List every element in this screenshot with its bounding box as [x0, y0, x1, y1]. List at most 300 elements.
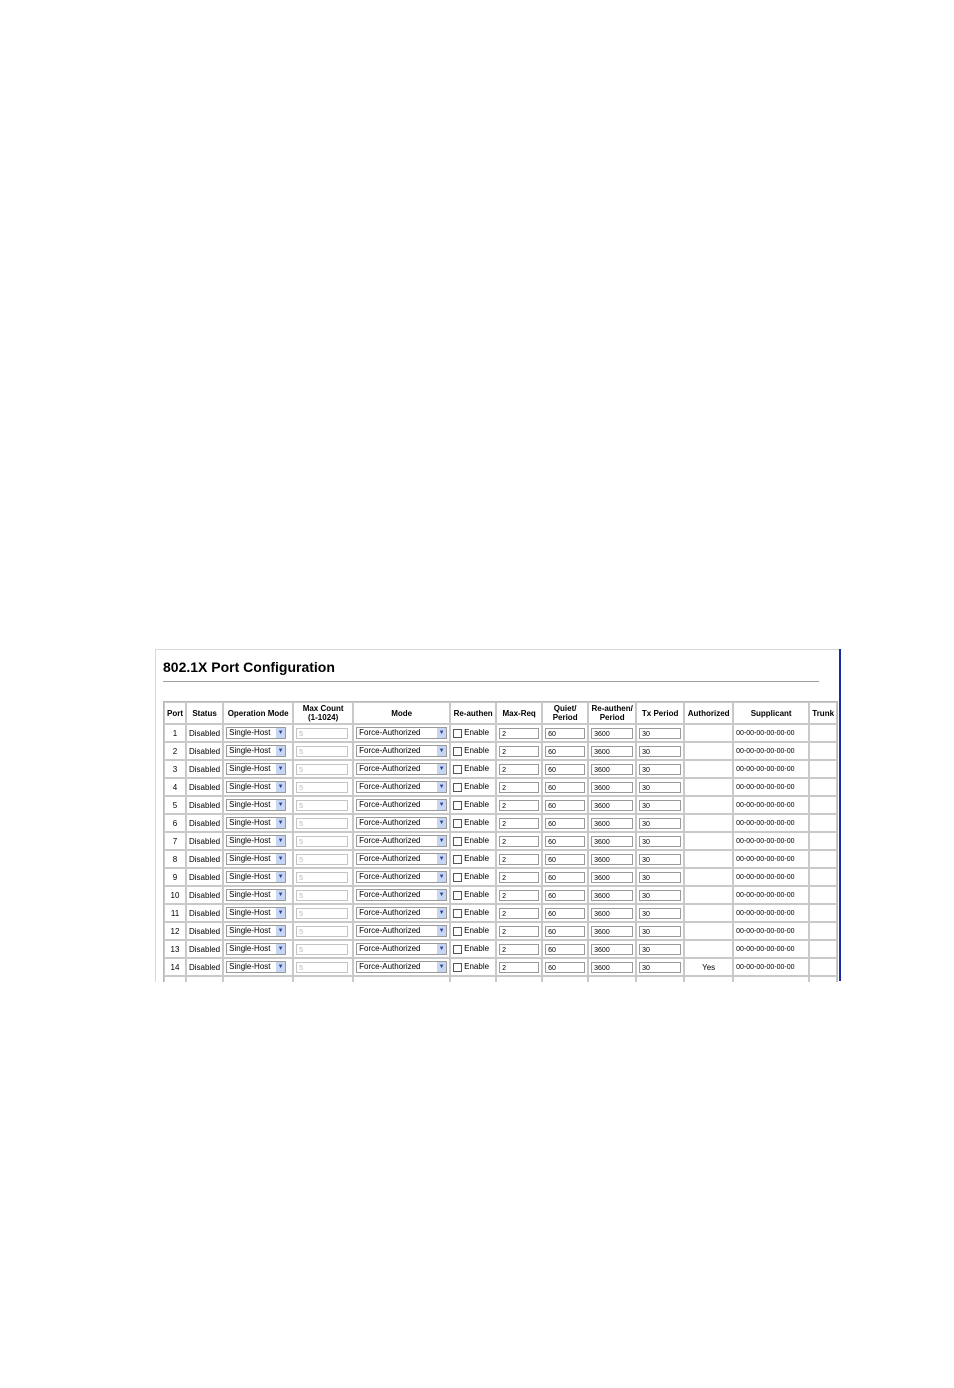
- mode-select[interactable]: [356, 853, 447, 865]
- chevron-down-icon: ▼: [438, 910, 445, 916]
- operation-mode-select[interactable]: [226, 853, 286, 865]
- port-status: Disabled: [186, 814, 223, 832]
- mode-select[interactable]: [356, 961, 447, 973]
- mode-select[interactable]: [356, 835, 447, 847]
- quiet-period-input[interactable]: 60: [545, 800, 585, 811]
- reauthen-period-cell: [588, 814, 636, 832]
- mode-value: Force-Authorized: [359, 764, 421, 773]
- operation-mode-value: Single-Host: [229, 764, 271, 773]
- quiet-period-input[interactable]: 60: [545, 854, 585, 865]
- reauthen-label: Enable: [464, 872, 490, 882]
- authorized-status: [684, 778, 733, 796]
- mode-select[interactable]: [356, 889, 447, 901]
- mode-cell: [353, 832, 450, 850]
- window-right-edge: [839, 649, 841, 981]
- max-count-cell: [293, 832, 353, 850]
- operation-mode-select[interactable]: [226, 925, 286, 937]
- tx-period-input[interactable]: 30: [639, 818, 681, 829]
- chevron-down-icon: ▼: [438, 820, 445, 826]
- trunk-status: [809, 904, 837, 922]
- operation-mode-value: Single-Host: [229, 890, 271, 899]
- mode-cell: [353, 760, 450, 778]
- table-row: [164, 904, 837, 922]
- tx-period-input[interactable]: 30: [639, 728, 681, 739]
- operation-mode-cell: [223, 760, 293, 778]
- reauthen-period-input[interactable]: 3600: [591, 854, 633, 865]
- tx-period-input[interactable]: 30: [639, 854, 681, 865]
- table-row: [164, 850, 837, 868]
- max-req-cell: [496, 814, 542, 832]
- mode-cell: [353, 796, 450, 814]
- trunk-status: [809, 778, 837, 796]
- max-req-cell: [496, 904, 542, 922]
- supplicant-mac: 00-00-00-00-00-00: [733, 850, 809, 868]
- mode-cell: [353, 940, 450, 958]
- operation-mode-select[interactable]: [226, 763, 286, 775]
- empty-cell: [636, 976, 684, 982]
- empty-cell: [223, 976, 293, 982]
- chevron-down-icon: ▼: [438, 946, 445, 952]
- tx-period-input[interactable]: 30: [639, 800, 681, 811]
- chevron-down-icon: ▼: [277, 892, 284, 898]
- max-req-input[interactable]: 2: [499, 764, 539, 775]
- mode-select[interactable]: [356, 763, 447, 775]
- quiet-period-input[interactable]: 60: [545, 908, 585, 919]
- chevron-down-icon: ▼: [438, 856, 445, 862]
- quiet-period-input[interactable]: 60: [545, 728, 585, 739]
- header-trunk: Trunk: [809, 702, 837, 724]
- port-number: 1: [164, 724, 186, 742]
- max-req-input[interactable]: 2: [499, 836, 539, 847]
- max-req-cell: [496, 832, 542, 850]
- reauthen-label: Enable: [464, 800, 490, 810]
- chevron-down-icon: ▼: [277, 838, 284, 844]
- max-count-input[interactable]: 5: [296, 836, 348, 847]
- chevron-down-icon: ▼: [438, 802, 445, 808]
- operation-mode-value: Single-Host: [229, 782, 271, 791]
- max-req-input[interactable]: 2: [499, 890, 539, 901]
- max-count-input[interactable]: 5: [296, 818, 348, 829]
- max-count-cell: [293, 850, 353, 868]
- chevron-down-icon: ▼: [438, 748, 445, 754]
- mode-select[interactable]: [356, 799, 447, 811]
- mode-select[interactable]: [356, 781, 447, 793]
- reauthen-checkbox[interactable]: [453, 801, 462, 810]
- operation-mode-select[interactable]: [226, 817, 286, 829]
- reauthen-period-input[interactable]: 3600: [591, 764, 633, 775]
- mode-select[interactable]: [356, 727, 447, 739]
- quiet-period-input[interactable]: 60: [545, 818, 585, 829]
- authorized-status: [684, 832, 733, 850]
- max-req-input[interactable]: 2: [499, 800, 539, 811]
- header-authorized: Authorized: [684, 702, 733, 724]
- max-count-input[interactable]: 5: [296, 872, 348, 883]
- reauthen-period-cell: [588, 940, 636, 958]
- chevron-down-icon: ▼: [277, 730, 284, 736]
- max-count-input[interactable]: 5: [296, 890, 348, 901]
- tx-period-input[interactable]: 30: [639, 962, 681, 973]
- mode-select[interactable]: [356, 925, 447, 937]
- tx-period-input[interactable]: 30: [639, 764, 681, 775]
- chevron-down-icon: ▼: [277, 748, 284, 754]
- operation-mode-select[interactable]: [226, 835, 286, 847]
- reauthen-label: Enable: [464, 944, 490, 954]
- port-number: 5: [164, 796, 186, 814]
- operation-mode-select[interactable]: [226, 745, 286, 757]
- reauthen-checkbox[interactable]: [453, 909, 462, 918]
- operation-mode-value: Single-Host: [229, 908, 271, 917]
- header-max-count-line1: Max Count: [302, 704, 344, 713]
- max-count-cell: [293, 886, 353, 904]
- reauthen-label: Enable: [464, 782, 490, 792]
- max-req-input[interactable]: 2: [499, 926, 539, 937]
- operation-mode-cell: [223, 778, 293, 796]
- reauthen-period-input[interactable]: 3600: [591, 926, 633, 937]
- operation-mode-cell: [223, 742, 293, 760]
- chevron-down-icon: ▼: [277, 910, 284, 916]
- header-quiet-line2: Period: [552, 713, 578, 722]
- operation-mode-cell: [223, 868, 293, 886]
- port-number: 11: [164, 904, 186, 922]
- quiet-period-input[interactable]: 60: [545, 962, 585, 973]
- max-count-input[interactable]: 5: [296, 926, 348, 937]
- max-req-input[interactable]: 2: [499, 746, 539, 757]
- reauthen-checkbox[interactable]: [453, 927, 462, 936]
- quiet-period-cell: [542, 814, 588, 832]
- mode-value: Force-Authorized: [359, 872, 421, 881]
- tx-period-cell: [636, 850, 684, 868]
- reauthen-period-input[interactable]: 3600: [591, 836, 633, 847]
- reauthen-cell: [450, 886, 496, 904]
- tx-period-cell: [636, 922, 684, 940]
- authorized-status: [684, 868, 733, 886]
- operation-mode-value: Single-Host: [229, 800, 271, 809]
- header-operation-mode: Operation Mode: [223, 702, 293, 724]
- chevron-down-icon: ▼: [438, 892, 445, 898]
- quiet-period-cell: [542, 760, 588, 778]
- port-number: 8: [164, 850, 186, 868]
- quiet-period-input[interactable]: 60: [545, 782, 585, 793]
- authorized-status: [684, 796, 733, 814]
- tx-period-input[interactable]: 30: [639, 944, 681, 955]
- reauthen-checkbox[interactable]: [453, 873, 462, 882]
- trunk-status: [809, 760, 837, 778]
- quiet-period-cell: [542, 958, 588, 976]
- max-req-input[interactable]: 2: [499, 818, 539, 829]
- reauthen-period-input[interactable]: 3600: [591, 962, 633, 973]
- reauthen-period-input[interactable]: 3600: [591, 890, 633, 901]
- trunk-status: [809, 724, 837, 742]
- header-quiet-period: [542, 702, 588, 724]
- quiet-period-cell: [542, 904, 588, 922]
- port-number: 6: [164, 814, 186, 832]
- max-req-input[interactable]: 2: [499, 782, 539, 793]
- tx-period-input[interactable]: 30: [639, 872, 681, 883]
- empty-cell: [293, 976, 353, 982]
- trunk-status: [809, 742, 837, 760]
- empty-cell: [164, 976, 186, 982]
- max-count-input[interactable]: 5: [296, 746, 348, 757]
- mode-cell: [353, 850, 450, 868]
- mode-select[interactable]: [356, 871, 447, 883]
- reauthen-period-cell: [588, 886, 636, 904]
- mode-value: Force-Authorized: [359, 746, 421, 755]
- mode-cell: [353, 742, 450, 760]
- port-status: Disabled: [186, 760, 223, 778]
- empty-cell: [542, 976, 588, 982]
- table-row: [164, 778, 837, 796]
- tx-period-input[interactable]: 30: [639, 782, 681, 793]
- trunk-status: [809, 814, 837, 832]
- quiet-period-input[interactable]: 60: [545, 836, 585, 847]
- operation-mode-cell: [223, 886, 293, 904]
- tx-period-input[interactable]: 30: [639, 890, 681, 901]
- max-req-cell: [496, 886, 542, 904]
- supplicant-mac: 00-00-00-00-00-00: [733, 940, 809, 958]
- supplicant-mac: 00-00-00-00-00-00: [733, 922, 809, 940]
- max-req-cell: [496, 922, 542, 940]
- operation-mode-value: Single-Host: [229, 926, 271, 935]
- mode-select[interactable]: [356, 745, 447, 757]
- page-title: 802.1X Port Configuration: [163, 659, 335, 675]
- max-req-input[interactable]: 2: [499, 944, 539, 955]
- operation-mode-cell: [223, 724, 293, 742]
- mode-value: Force-Authorized: [359, 854, 421, 863]
- quiet-period-input[interactable]: 60: [545, 746, 585, 757]
- empty-cell: [450, 976, 496, 982]
- chevron-down-icon: ▼: [277, 766, 284, 772]
- max-count-input[interactable]: 5: [296, 944, 348, 955]
- reauthen-checkbox[interactable]: [453, 855, 462, 864]
- authorized-status: Yes: [684, 958, 733, 976]
- mode-value: Force-Authorized: [359, 908, 421, 917]
- reauthen-period-input[interactable]: 3600: [591, 800, 633, 811]
- table-row: [164, 832, 837, 850]
- mode-select[interactable]: [356, 943, 447, 955]
- reauthen-checkbox[interactable]: [453, 837, 462, 846]
- operation-mode-select[interactable]: [226, 727, 286, 739]
- table-row: [164, 742, 837, 760]
- quiet-period-input[interactable]: 60: [545, 890, 585, 901]
- max-count-cell: [293, 940, 353, 958]
- max-count-cell: [293, 778, 353, 796]
- quiet-period-cell: [542, 940, 588, 958]
- port-status: Disabled: [186, 742, 223, 760]
- chevron-down-icon: ▼: [277, 928, 284, 934]
- reauthen-period-cell: [588, 832, 636, 850]
- mode-value: Force-Authorized: [359, 728, 421, 737]
- empty-cell: [733, 976, 809, 982]
- port-status: Disabled: [186, 868, 223, 886]
- quiet-period-cell: [542, 868, 588, 886]
- quiet-period-input[interactable]: 60: [545, 764, 585, 775]
- max-req-cell: [496, 796, 542, 814]
- max-count-cell: [293, 760, 353, 778]
- header-mode: Mode: [353, 702, 450, 724]
- operation-mode-select[interactable]: [226, 961, 286, 973]
- trunk-status: [809, 832, 837, 850]
- max-req-input[interactable]: 2: [499, 728, 539, 739]
- max-count-cell: [293, 922, 353, 940]
- operation-mode-select[interactable]: [226, 907, 286, 919]
- supplicant-mac: 00-00-00-00-00-00: [733, 778, 809, 796]
- operation-mode-select[interactable]: [226, 871, 286, 883]
- supplicant-mac: 00-00-00-00-00-00: [733, 796, 809, 814]
- trunk-status: [809, 850, 837, 868]
- quiet-period-input[interactable]: 60: [545, 944, 585, 955]
- operation-mode-select[interactable]: [226, 943, 286, 955]
- trunk-status: [809, 796, 837, 814]
- reauthen-period-input[interactable]: 3600: [591, 908, 633, 919]
- max-count-cell: [293, 868, 353, 886]
- max-req-cell: [496, 958, 542, 976]
- trunk-status: [809, 868, 837, 886]
- quiet-period-cell: [542, 922, 588, 940]
- operation-mode-select[interactable]: [226, 799, 286, 811]
- operation-mode-cell: [223, 940, 293, 958]
- reauthen-checkbox[interactable]: [453, 963, 462, 972]
- tx-period-cell: [636, 940, 684, 958]
- header-supplicant: Supplicant: [733, 702, 809, 724]
- reauthen-checkbox[interactable]: [453, 891, 462, 900]
- reauthen-period-input[interactable]: 3600: [591, 944, 633, 955]
- mode-value: Force-Authorized: [359, 890, 421, 899]
- reauthen-label: Enable: [464, 818, 490, 828]
- table-row: [164, 958, 837, 976]
- table-row-partial: [164, 976, 837, 982]
- header-reauthen-period: [588, 702, 636, 724]
- max-count-input[interactable]: 5: [296, 782, 348, 793]
- port-number: 12: [164, 922, 186, 940]
- tx-period-cell: [636, 724, 684, 742]
- operation-mode-value: Single-Host: [229, 836, 271, 845]
- supplicant-mac: 00-00-00-00-00-00: [733, 832, 809, 850]
- header-port: Port: [164, 702, 186, 724]
- operation-mode-select[interactable]: [226, 781, 286, 793]
- tx-period-input[interactable]: 30: [639, 908, 681, 919]
- header-status: Status: [186, 702, 223, 724]
- max-count-cell: [293, 742, 353, 760]
- port-status: Disabled: [186, 940, 223, 958]
- max-count-input[interactable]: 5: [296, 800, 348, 811]
- mode-select[interactable]: [356, 907, 447, 919]
- reauthen-checkbox[interactable]: [453, 765, 462, 774]
- reauthen-label: Enable: [464, 890, 490, 900]
- tx-period-cell: [636, 958, 684, 976]
- reauthen-checkbox[interactable]: [453, 729, 462, 738]
- max-req-input[interactable]: 2: [499, 962, 539, 973]
- reauthen-cell: [450, 742, 496, 760]
- max-count-cell: [293, 814, 353, 832]
- reauthen-period-input[interactable]: 3600: [591, 872, 633, 883]
- max-req-input[interactable]: 2: [499, 854, 539, 865]
- operation-mode-cell: [223, 904, 293, 922]
- reauthen-period-input[interactable]: 3600: [591, 818, 633, 829]
- reauthen-checkbox[interactable]: [453, 819, 462, 828]
- operation-mode-cell: [223, 922, 293, 940]
- tx-period-cell: [636, 904, 684, 922]
- empty-cell: [186, 976, 223, 982]
- port-number: 3: [164, 760, 186, 778]
- supplicant-mac: 00-00-00-00-00-00: [733, 868, 809, 886]
- port-number: 2: [164, 742, 186, 760]
- mode-value: Force-Authorized: [359, 962, 421, 971]
- reauthen-label: Enable: [464, 728, 490, 738]
- header-tx-period: Tx Period: [636, 702, 684, 724]
- operation-mode-cell: [223, 796, 293, 814]
- tx-period-cell: [636, 832, 684, 850]
- chevron-down-icon: ▼: [277, 946, 284, 952]
- port-status: Disabled: [186, 832, 223, 850]
- max-count-input[interactable]: 5: [296, 962, 348, 973]
- max-count-input[interactable]: 5: [296, 854, 348, 865]
- mode-value: Force-Authorized: [359, 818, 421, 827]
- port-number: 10: [164, 886, 186, 904]
- mode-select[interactable]: [356, 817, 447, 829]
- table-row: [164, 796, 837, 814]
- tx-period-input[interactable]: 30: [639, 926, 681, 937]
- reauthen-period-cell: [588, 922, 636, 940]
- reauthen-period-input[interactable]: 3600: [591, 728, 633, 739]
- port-status: Disabled: [186, 778, 223, 796]
- reauthen-period-input[interactable]: 3600: [591, 746, 633, 757]
- operation-mode-select[interactable]: [226, 889, 286, 901]
- max-req-input[interactable]: 2: [499, 872, 539, 883]
- reauthen-label: Enable: [464, 764, 490, 774]
- max-count-input[interactable]: 5: [296, 728, 348, 739]
- mode-cell: [353, 922, 450, 940]
- reauthen-period-cell: [588, 778, 636, 796]
- chevron-down-icon: ▼: [277, 874, 284, 880]
- quiet-period-input[interactable]: 60: [545, 872, 585, 883]
- max-req-cell: [496, 742, 542, 760]
- title-divider: [163, 681, 819, 683]
- reauthen-period-cell: [588, 904, 636, 922]
- tx-period-cell: [636, 814, 684, 832]
- max-req-input[interactable]: 2: [499, 908, 539, 919]
- supplicant-mac: 00-00-00-00-00-00: [733, 886, 809, 904]
- reauthen-label: Enable: [464, 854, 490, 864]
- supplicant-mac: 00-00-00-00-00-00: [733, 904, 809, 922]
- port-status: Disabled: [186, 796, 223, 814]
- max-req-cell: [496, 940, 542, 958]
- tx-period-input[interactable]: 30: [639, 836, 681, 847]
- reauthen-checkbox[interactable]: [453, 747, 462, 756]
- chevron-down-icon: ▼: [438, 874, 445, 880]
- reauthen-period-input[interactable]: 3600: [591, 782, 633, 793]
- tx-period-input[interactable]: 30: [639, 746, 681, 757]
- port-status: Disabled: [186, 886, 223, 904]
- quiet-period-cell: [542, 832, 588, 850]
- quiet-period-input[interactable]: 60: [545, 926, 585, 937]
- max-count-input[interactable]: 5: [296, 764, 348, 775]
- reauthen-label: Enable: [464, 908, 490, 918]
- reauthen-period-cell: [588, 796, 636, 814]
- mode-value: Force-Authorized: [359, 782, 421, 791]
- tx-period-cell: [636, 796, 684, 814]
- mode-cell: [353, 958, 450, 976]
- supplicant-mac: 00-00-00-00-00-00: [733, 742, 809, 760]
- reauthen-cell: [450, 760, 496, 778]
- max-count-cell: [293, 904, 353, 922]
- header-max-count-line2: (1-1024): [308, 713, 339, 722]
- max-count-input[interactable]: 5: [296, 908, 348, 919]
- port-number: 13: [164, 940, 186, 958]
- quiet-period-cell: [542, 742, 588, 760]
- reauthen-checkbox[interactable]: [453, 783, 462, 792]
- reauthen-checkbox[interactable]: [453, 945, 462, 954]
- authorized-status: [684, 814, 733, 832]
